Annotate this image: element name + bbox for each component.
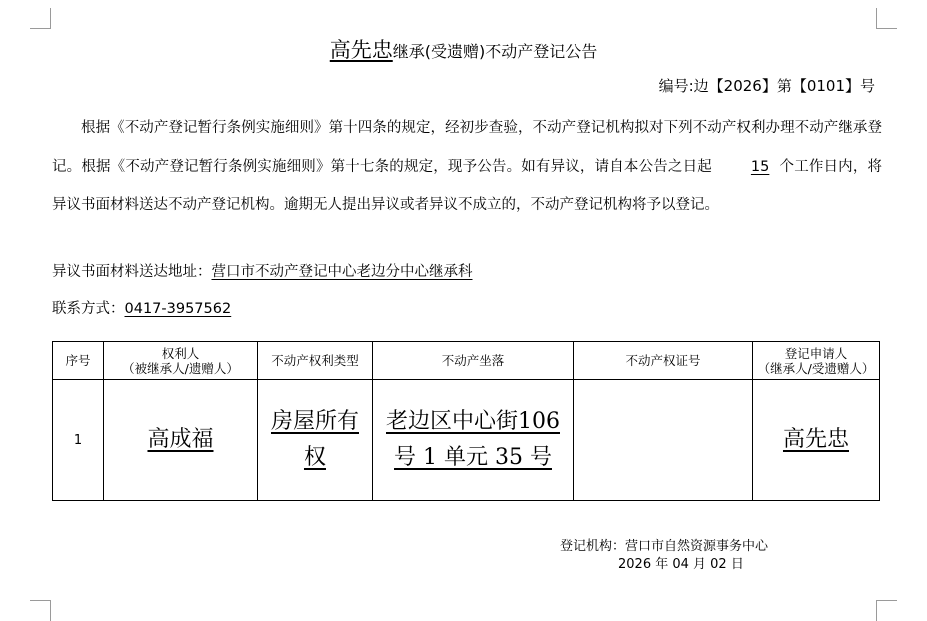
cell-holder — [104, 380, 258, 501]
header-applicant-line2: （继承人/受遗赠人） — [757, 360, 875, 376]
cell-seq: 1 — [53, 380, 104, 501]
crop-mark-top-right — [876, 8, 897, 29]
registration-table — [52, 341, 880, 501]
contact-info — [52, 296, 231, 322]
header-location: 不动产坐落 — [373, 342, 574, 380]
address-value: 营口市不动产登记中心老边分中心继承科 — [211, 264, 473, 280]
registration-authority: 登记机构：营口市自然资源事务中心 — [560, 539, 769, 554]
title-text: 继承(受遗赠)不动产登记公告 — [392, 42, 598, 61]
header-seq: 序号 — [53, 342, 104, 380]
cell-cert-no — [574, 380, 753, 501]
notice-title — [0, 36, 927, 66]
address-label: 异议书面材料送达地址： — [52, 264, 212, 280]
header-holder-line2: （被继承人/遗赠人） — [122, 360, 239, 376]
header-applicant — [753, 342, 880, 380]
contact-label: 联系方式： — [52, 301, 125, 317]
notice-footer — [560, 538, 800, 574]
document-number: 编号:边【2026】第【0101】号 — [658, 77, 875, 95]
title-applicant-name: 高先忠 — [329, 38, 393, 62]
notice-body — [52, 109, 882, 225]
header-applicant-line1: 登记申请人 — [784, 345, 848, 361]
table-row — [53, 380, 880, 501]
working-days-value: 15 — [750, 158, 770, 175]
cell-applicant — [753, 380, 880, 501]
header-holder-line1: 权利人 — [161, 345, 200, 361]
holder-name: 高成福 — [147, 427, 214, 452]
notice-paragraph — [52, 109, 882, 225]
applicant-name: 高先忠 — [782, 427, 849, 452]
right-type-value: 房屋所有权 — [270, 409, 359, 470]
location-value: 老边区中心街106 号 1 单元 35 号 — [386, 409, 560, 470]
body-part-1: 根据《不动产登记暂行条例实施细则》第十四条的规定，经初步查验，不动产登记机构拟对下列不动产权利办理不动产继承登记。根据《不动产登记暂行条例实施细则》第十七条的规定，现予公告。如有异议，请自本公告之日起 — [52, 120, 882, 175]
header-cert-no: 不动产权证号 — [574, 342, 753, 380]
header-holder — [104, 342, 258, 380]
objection-address — [52, 259, 473, 285]
cell-right-type — [258, 380, 373, 501]
header-right-type: 不动产权利类型 — [258, 342, 373, 380]
table-header-row — [53, 342, 880, 380]
crop-mark-top-left — [30, 8, 51, 29]
contact-phone: 0417-3957562 — [124, 301, 232, 317]
body-part-2: 个工作日内，将异议书面材料送达不动产登记机构。逾期无人提出异议或者异议不成立的，不动产登记机构将予以登记。 — [52, 158, 883, 213]
cell-location — [373, 380, 574, 501]
notice-date: 2026 年 04 月 02 日 — [618, 557, 744, 572]
